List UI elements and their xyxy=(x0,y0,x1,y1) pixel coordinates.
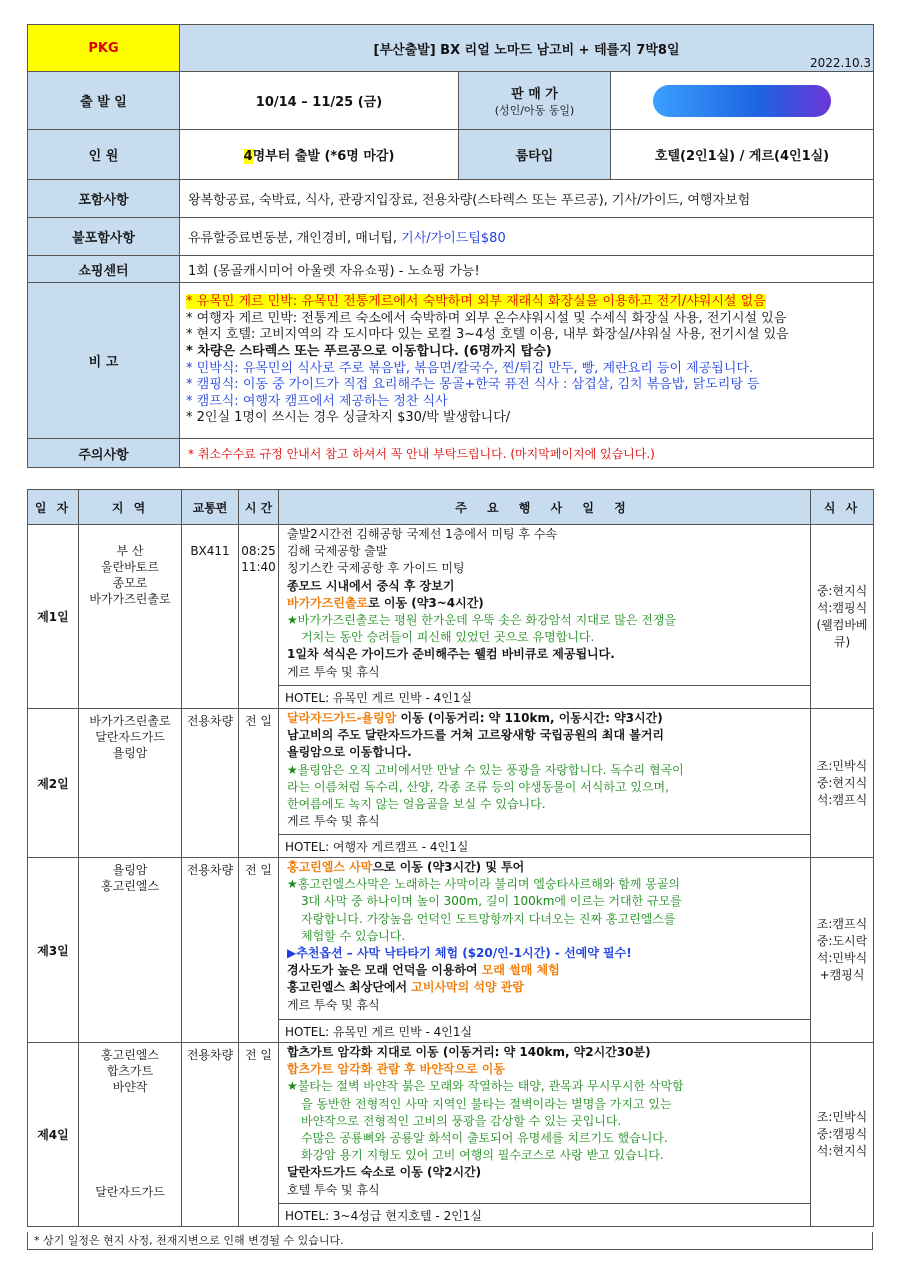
time-item: 08:25 xyxy=(241,544,276,558)
day4-meals xyxy=(811,1043,874,1227)
meal-item: 석:민박식 xyxy=(816,951,868,965)
itinerary-table xyxy=(27,489,874,1227)
price-label: 판 매 가 xyxy=(511,87,558,102)
day3-hotel: HOTEL: 유목민 게르 민박 - 4인1실 xyxy=(279,1020,811,1043)
excluded-cell xyxy=(180,218,874,256)
day3-time: 전 일 xyxy=(239,858,279,1043)
schedule-line: 욜링암으로 이동합니다. xyxy=(287,745,412,760)
note-nomad-ger: * 유목민 게르 민박: 유목민 전통게르에서 숙박하며 외부 재래식 화장실을 이용하고 전기/샤워시설 없음 xyxy=(186,294,766,310)
day3-region xyxy=(79,858,182,1043)
day1-details xyxy=(279,525,811,686)
schedule-line: 자랑합니다. 가장높음 언덕인 도트망항까지 다녀오는 진짜 홍고린엘스를 xyxy=(301,911,676,926)
schedule-line: 한여름에도 녹지 않는 얼음골을 보실 수 있습니다. xyxy=(287,797,546,812)
day4-label: 제4일 xyxy=(28,1043,79,1227)
itinerary-header-row xyxy=(28,490,874,525)
shopping-label: 쇼핑센터 xyxy=(28,256,180,283)
note-hotel: * 현지 호텔: 고비지역의 각 도시마다 있는 로컬 3~4성 호텔 이용, 내부 화장실/샤워실 사용, 전기시설 있음 xyxy=(186,327,789,343)
caution-label: 주의사항 xyxy=(28,439,180,468)
day1-meals xyxy=(811,525,874,709)
line-text: 로 이동 (약3~4시간) xyxy=(368,595,484,610)
schedule-line xyxy=(287,710,806,727)
day2-region xyxy=(79,709,182,858)
schedule-line: 3대 사막 중 하나이며 높이 300m, 길이 100km에 이르는 거대한 규모를 xyxy=(301,894,682,909)
schedule-line: ★홍고린엘스사막은 노래하는 사막이라 불리며 엘숭타사르해와 함께 몽골의 xyxy=(287,877,680,892)
day2-label: 제2일 xyxy=(28,709,79,858)
day3-transport: 전용차량 xyxy=(182,858,239,1043)
issue-date: 2022.10.3 xyxy=(809,56,872,70)
schedule-line: 종모드 시내에서 중식 후 장보기 xyxy=(287,578,455,593)
price-redacted-badge xyxy=(653,85,831,117)
schedule-line: 김해 국제공항 출발 xyxy=(287,544,388,559)
day4-row xyxy=(28,1043,874,1204)
schedule-line xyxy=(287,859,806,876)
meal-item: 석:캠핑식 xyxy=(816,600,868,615)
region-item: 욜링암 xyxy=(112,863,148,877)
schedule-line: 수많은 공룡뼈와 공룡알 화석이 출토되어 유명세를 치르기도 했습니다. xyxy=(301,1131,668,1146)
day3-label: 제3일 xyxy=(28,858,79,1043)
col-schedule: 주 요 행 사 일 정 xyxy=(279,490,811,525)
schedule-line: 게르 투숙 및 휴식 xyxy=(287,814,380,829)
col-meals: 식 사 xyxy=(811,490,874,525)
schedule-line: 체험할 수 있습니다. xyxy=(301,928,406,943)
excluded-value: 유류할증료변동분, 개인경비, 매너팁, xyxy=(188,231,402,246)
pkg-badge: PKG xyxy=(28,25,180,72)
schedule-line: 출발2시간전 김해공항 국제선 1층에서 미팅 후 수속 xyxy=(287,527,557,541)
schedule-line: ★불타는 절벽 바얀작 붉은 모래와 작열하는 태양, 관목과 무시무시한 삭막함 xyxy=(287,1079,684,1094)
day2-details xyxy=(279,709,811,835)
schedule-line: 1일차 석식은 가이드가 준비해주는 웰컴 바비큐로 제공됩니다. xyxy=(287,647,615,662)
day3-details xyxy=(279,858,811,1020)
price-sub: (성인/아동 동일) xyxy=(494,104,575,117)
meal-item: 중:현지식 xyxy=(816,775,868,790)
activity-highlight: 고비사막의 석양 관람 xyxy=(411,980,524,995)
schedule-line xyxy=(287,979,806,996)
meal-item: (웰컴바베큐) xyxy=(816,617,868,649)
day1-row xyxy=(28,525,874,686)
meal-item: 중:현지식 xyxy=(816,583,868,598)
included-label: 포함사항 xyxy=(28,180,180,218)
meal-item: 석:캠프식 xyxy=(816,792,868,807)
shopping-value: 1회 (몽골캐시미어 아울렛 자유쇼핑) - 노쇼핑 가능! xyxy=(180,256,874,283)
day4-time: 전 일 xyxy=(239,1043,279,1227)
meal-item: 조:캠프식 xyxy=(816,917,868,931)
package-title: [부산출발] BX 리얼 노마드 남고비 + 테를지 7박8일 xyxy=(373,42,680,58)
day4-transport: 전용차량 xyxy=(182,1043,239,1227)
day4-region xyxy=(79,1043,182,1227)
day3-row xyxy=(28,858,874,1020)
schedule-line: 바얀작으로 전형적인 고비의 풍광을 감상할 수 있는 곳입니다. xyxy=(301,1113,622,1128)
note-camping-meal: * 캠핑식: 이동 중 가이드가 직접 요리해주는 몽골+한국 퓨전 식사 : 삼겹살, 김치 볶음밥, 닭도리탕 등 xyxy=(186,377,760,393)
note-tourist-ger: * 여행자 게르 민박: 전통게르 숙소에서 숙박하며 외부 온수샤워시설 및 수세식 화장실 사용, 전기시설 있음 xyxy=(186,310,787,326)
note-vehicle: * 차량은 스타렉스 또는 푸르공으로 이동합니다. (6명까지 탑승) xyxy=(186,343,552,359)
meal-item: 석:현지식 xyxy=(816,1144,868,1158)
day1-region xyxy=(79,525,182,709)
people-value: 명부터 출발 (*6명 마감) xyxy=(252,149,395,164)
line-text: 이동 (이동거리: 약 110km, 이동시간: 약3시간) xyxy=(396,711,663,725)
meal-item: 중:도시락 xyxy=(816,934,868,948)
line-text: 경사도가 높은 모래 언덕을 이용하여 xyxy=(287,963,482,978)
included-value: 왕복항공료, 숙박료, 식사, 관광지입장료, 전용차량(스타렉스 또는 푸르공), 기사/가이드, 여행자보험 xyxy=(180,180,874,218)
notes-label: 비 고 xyxy=(28,283,180,439)
notes-cell xyxy=(180,283,874,439)
note-camp-meal: * 캠프식: 여행자 캠프에서 제공하는 정찬 식사 xyxy=(186,393,448,409)
package-title-cell xyxy=(180,25,874,72)
schedule-line: 거치는 동안 승려들이 피신해 있었던 곳으로 유명합니다. xyxy=(301,630,595,645)
line-text: 으로 이동 (약3시간) 및 투어 xyxy=(372,860,525,874)
caution-value: * 취소수수료 규정 안내서 참고 하셔서 꼭 안내 부탁드립니다. (마지막페이지에 있습니다.) xyxy=(180,439,874,468)
region-item: 바가가즈린촐로 xyxy=(89,714,171,728)
room-value: 호텔(2인1실) / 게르(4인1실) xyxy=(611,130,874,180)
day1-label: 제1일 xyxy=(28,525,79,709)
option-line: ▶추천옵션 – 사막 낙타타기 체험 ($20/인-1시간) - 선예약 필수! xyxy=(287,946,632,961)
schedule-line xyxy=(287,595,806,612)
day1-transport: BX411 xyxy=(182,525,239,709)
day2-meals xyxy=(811,709,874,858)
footnote: * 상기 일정은 현지 사정, 천재지변으로 인해 변경될 수 있습니다. xyxy=(27,1232,873,1250)
meal-item: 중:캠핑식 xyxy=(816,1127,868,1141)
region-item: 부 산 xyxy=(116,544,144,558)
day4-details xyxy=(279,1043,811,1204)
day4-hotel: HOTEL: 3~4성급 현지호텔 - 2인1실 xyxy=(279,1204,811,1227)
region-item: 욜링암 xyxy=(112,746,148,760)
col-region: 지 역 xyxy=(79,490,182,525)
day1-time xyxy=(239,525,279,709)
schedule-line: 호텔 투숙 및 휴식 xyxy=(287,1182,380,1197)
day2-transport: 전용차량 xyxy=(182,709,239,858)
excluded-label: 불포함사항 xyxy=(28,218,180,256)
destination-highlight: 바가가즈린촐로 xyxy=(287,595,369,610)
people-cell xyxy=(180,130,459,180)
price-label-cell xyxy=(459,72,611,130)
meal-item: +캠핑식 xyxy=(819,968,865,982)
day1-hotel: HOTEL: 유목민 게르 민박 - 4인1실 xyxy=(279,686,811,709)
region-item: 홍고린엘스 xyxy=(101,879,159,893)
schedule-line: 칭기스칸 국제공항 후 가이드 미팅 xyxy=(287,561,465,576)
region-item: 바가가즈린촐로 xyxy=(89,592,171,606)
region-item: 종모로 xyxy=(112,576,148,590)
region-item: 울란바토르 xyxy=(101,560,159,574)
day2-hotel: HOTEL: 여행자 게르캠프 - 4인1실 xyxy=(279,835,811,858)
note-minbak-meal: * 민박식: 유목민의 식사로 주로 볶음밥, 볶음면/칼국수, 찐/튀김 만두, 빵, 계란요리 등이 제공됩니다. xyxy=(186,360,754,376)
region-item: 합츠가트 xyxy=(106,1064,154,1078)
region-item: 달란자드가드 xyxy=(95,730,165,744)
schedule-line: ★바가가즈린촐로는 평원 한가운데 우뚝 솟은 화강암석 지대로 많은 전쟁을 xyxy=(287,613,677,628)
schedule-line: 달란자드가드 숙소로 이동 (약2시간) xyxy=(287,1165,482,1180)
schedule-line: 합츠가트 암각화 지대로 이동 (이동거리: 약 140km, 약2시간30분) xyxy=(287,1045,651,1059)
line-text: 홍고린엘스 최상단에서 xyxy=(287,980,412,995)
destination-highlight: 달라자드가드-욜링암 xyxy=(287,711,397,725)
schedule-line: 화강암 용기 지형도 있어 고비 여행의 필수코스로 사랑 받고 있습니다. xyxy=(301,1148,664,1163)
schedule-line: 남고비의 주도 달란자드가드를 거쳐 고르왕새항 국립공원의 최대 볼거리 xyxy=(287,728,665,743)
schedule-line: 을 동반한 전형적인 사막 지역인 불타는 절벽이라는 별명을 가지고 있는 xyxy=(301,1096,672,1111)
col-time: 시 간 xyxy=(239,490,279,525)
region-item: 홍고린엘스 xyxy=(101,1048,159,1062)
schedule-line: ★욜링암은 오직 고비에서만 만날 수 있는 풍광을 자랑합니다. 독수리 협곡이 xyxy=(287,762,684,777)
col-transport: 교통편 xyxy=(182,490,239,525)
price-cell xyxy=(611,72,874,130)
meal-item: 조:민박식 xyxy=(816,758,868,773)
note-single-charge: * 2인실 1명이 쓰시는 경우 싱글차지 $30/박 발생합니다/ xyxy=(186,410,511,426)
schedule-line: 합츠가트 암각화 관람 후 바얀작으로 이동 xyxy=(287,1062,505,1077)
region-item: 바얀작 xyxy=(112,1080,148,1094)
departure-label: 출 발 일 xyxy=(28,72,180,130)
schedule-line: 게르 투숙 및 휴식 xyxy=(287,664,380,679)
day2-time: 전 일 xyxy=(239,709,279,858)
col-date: 일 자 xyxy=(28,490,79,525)
people-label: 인 원 xyxy=(28,130,180,180)
people-min-number: 4 xyxy=(243,149,253,164)
destination-highlight: 홍고린엘스 사막 xyxy=(287,860,373,874)
room-label: 룸타입 xyxy=(459,130,611,180)
day2-row xyxy=(28,709,874,835)
region-item: 달란자드가드 xyxy=(95,1185,165,1199)
schedule-line: 게르 투숙 및 휴식 xyxy=(287,997,380,1012)
day3-meals xyxy=(811,858,874,1043)
schedule-line xyxy=(287,962,806,979)
guide-tip: 기사/가이드팁$80 xyxy=(401,231,506,246)
time-item: 11:40 xyxy=(241,560,276,574)
departure-dates: 10/14 – 11/25 (금) xyxy=(180,72,459,130)
meal-item: 조:민박식 xyxy=(816,1110,868,1124)
activity-highlight: 모래 썰매 체험 xyxy=(481,963,560,978)
schedule-line: 라는 이름처럼 독수리, 산양, 각종 조류 등의 야생동물이 서식하고 있으며, xyxy=(287,779,669,794)
package-info-table xyxy=(27,24,874,468)
